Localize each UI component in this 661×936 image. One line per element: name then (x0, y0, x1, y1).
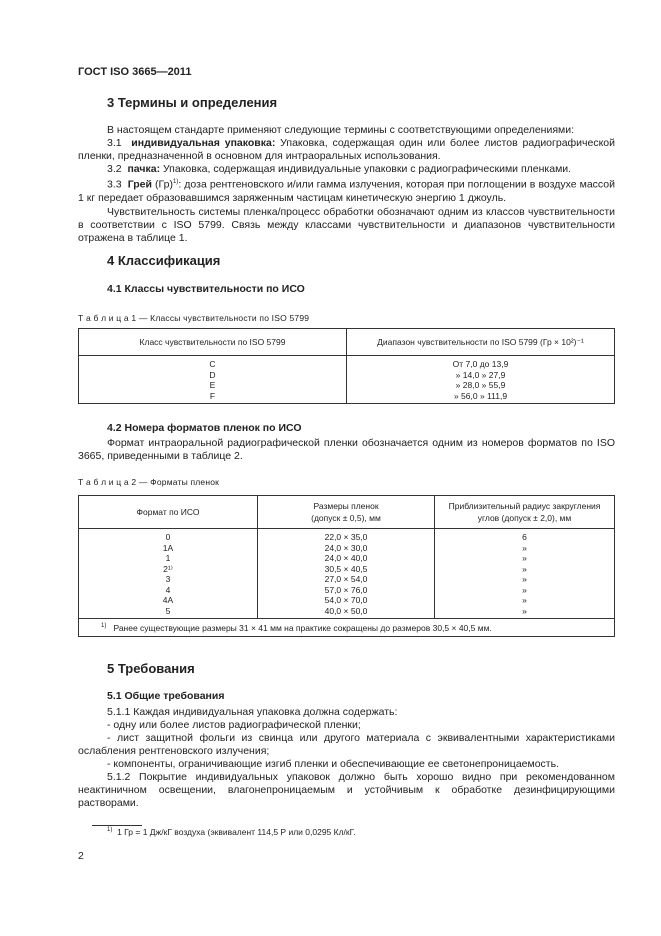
table-1-class: E (209, 380, 216, 390)
table-1-class: D (209, 369, 216, 380)
def-3-3-term: Грей (127, 178, 152, 191)
table-2-header-sizes (258, 496, 435, 529)
table-2-header-format: Формат по ИСО (79, 496, 258, 529)
para-5-1-2: 5.1.2 Покрытие индивидуальных упаковок должно быть хорошо видно при рекомендованном неактиничном освещении, влагонепроницаемым и устойчивым к обработке дезинфицирующими растворами. (78, 771, 615, 809)
definition-3-2 (107, 163, 615, 176)
para-5-1-1: 5.1.1 Каждая индивидуальная упаковка должна содержать: (107, 706, 398, 718)
table-2-format-cell (79, 529, 258, 619)
table-1-header-range: Диапазон чувствительности по ISO 5799 (Гр × 10²)⁻¹ (347, 329, 615, 356)
table-2-header-radius-line1: Приблизительный радиус закругления (448, 501, 601, 511)
table-2-header-radius-line2: углов (допуск ± 2,0), мм (477, 513, 572, 523)
table-1-class-cell (79, 356, 347, 404)
table-2-radius: » (522, 595, 527, 605)
bullet-2: - лист защитной фольги из свинца или другого материала с эквивалентными характеристиками ослабления рентгеновского излучения; (78, 732, 615, 757)
table-2-note-mark: 1) (101, 622, 107, 629)
bullet-3: - компоненты, ограничивающие изгиб пленки и обеспечивающие ее светонепроницаемость. (107, 758, 560, 770)
bullet-1: - одну или более листов радиографической пленки; (107, 719, 361, 731)
section-3-paragraph: Чувствительность системы пленка/процесс обработки обозначают одним из классов чувствительности в соответствии с ISO 5799. Связь между классами чувствительности и диапазонов чувствительности отражена в таблице 1. (78, 206, 615, 244)
table-2-radius-cell (435, 529, 615, 619)
table-2-radius: » (522, 553, 527, 563)
table-2-note (79, 619, 615, 637)
table-2-size: 22,0 × 35,0 (324, 532, 368, 542)
footnote-text: 1 Гр = 1 Дж/кГ воздуха (эквивалент 114,5 Р или 0,0295 Кл/кГ. (117, 827, 356, 837)
def-3-3-unit: (Гр) (151, 178, 173, 191)
table-2-format: 2¹⁾ (163, 563, 173, 574)
table-1 (78, 328, 615, 404)
table-2-format: 0 (165, 532, 171, 542)
table-2-radius: » (522, 605, 527, 616)
section-3-intro: В настоящем стандарте применяют следующие термины с соответствующими определениями: (107, 124, 575, 136)
def-3-2-number: 3.2 (107, 163, 122, 175)
section-3-title: 3 Термины и определения (107, 95, 278, 110)
section-5-1-title: 5.1 Общие требования (107, 690, 225, 702)
table-2-size: 24,0 × 40,0 (324, 553, 368, 563)
table-2-header-radius (435, 496, 615, 529)
table-2 (78, 495, 615, 637)
def-3-1-text: Упаковка, содержащая один или более листов радиографической пленки, предназначенной в основном для интраоральных использования. (78, 137, 616, 162)
table-2-header-sizes-line1: Размеры пленок (313, 501, 379, 511)
table-1-range: » 56,0 » 111,9 (453, 390, 508, 401)
table-2-format: 4 (165, 584, 171, 595)
table-2-format: 4A (162, 595, 174, 605)
definition-3-1 (78, 137, 615, 163)
table-1-range: От 7,0 до 13,9 (452, 359, 509, 369)
table-2-format: 1A (162, 542, 174, 553)
def-3-3-footnote-ref: 1) (172, 179, 179, 185)
table-2-note-text: Ранее существующие размеры 31 × 41 мм на практике сокращены до размеров 30,5 × 40,5 мм. (113, 622, 492, 633)
footnote (107, 827, 356, 837)
section-5-title: 5 Требования (107, 661, 195, 676)
section-4-2-text: Формат интраоральной радиографической пленки обозначается одним из номеров форматов по ISO 3665, приведенными в таблице 2. (78, 437, 615, 462)
def-3-1-term: индивидуальная упаковка: (131, 137, 276, 149)
section-4-2-title: 4.2 Номера форматов пленок по ИСО (107, 422, 302, 434)
section-4-title: 4 Классификация (107, 253, 221, 268)
section-4-1-title: 4.1 Классы чувствительности по ИСО (107, 283, 305, 295)
table-2-radius: » (522, 584, 527, 595)
table-2-radius: » (522, 542, 527, 553)
table-2-size: 54,0 × 70,0 (324, 595, 368, 605)
footnote-mark: 1) (107, 827, 113, 834)
def-3-1-number: 3.1 (107, 137, 122, 149)
table-1-caption: Т а б л и ц а 1 — Классы чувствительности по ISO 5799 (78, 313, 310, 323)
table-1-range-cell (347, 356, 615, 404)
table-1-header-class: Класс чувствительности по ISO 5799 (79, 329, 347, 356)
table-2-size: 40,0 × 50,0 (324, 605, 368, 616)
table-2-size: 30,5 × 40,5 (324, 563, 368, 574)
table-2-caption: Т а б л и ц а 2 — Форматы пленок (78, 477, 220, 487)
table-2-size: 57,0 × 76,0 (324, 584, 368, 595)
table-2-format: 1 (165, 553, 171, 563)
table-1-class: F (209, 390, 216, 401)
table-2-size: 27,0 × 54,0 (324, 574, 368, 584)
table-2-format: 3 (165, 574, 171, 584)
table-2-radius: » (522, 563, 527, 574)
def-3-2-text: Упаковка, содержащая индивидуальные упаковки с радиографическими пленками. (160, 163, 572, 175)
table-2-size: 24,0 × 30,0 (324, 542, 368, 553)
table-2-header-sizes-line2: (допуск ± 0,5), мм (311, 513, 381, 523)
table-2-radius: » (522, 574, 527, 584)
table-2-format: 5 (165, 605, 171, 616)
footnote-separator (92, 825, 142, 826)
page-number: 2 (78, 850, 84, 862)
table-1-class: C (209, 359, 216, 369)
def-3-2-term: пачка: (127, 163, 161, 175)
definition-3-3 (78, 176, 615, 205)
def-3-3-number: 3.3 (107, 178, 122, 191)
table-1-range: » 14,0 » 27,9 (455, 369, 506, 380)
document-header: ГОСТ ISO 3665—2011 (78, 66, 192, 78)
table-2-sizes-cell (258, 529, 435, 619)
table-2-radius: 6 (522, 532, 527, 542)
table-1-range: » 28,0 » 55,9 (455, 380, 506, 390)
def-3-3-text: : доза рентгеновского и/или гамма излучения, которая при поглощении в воздухе массой 1 кг передает образовавшимся заряженным частицам кинетическую энергию 1 джоуль. (78, 178, 615, 204)
